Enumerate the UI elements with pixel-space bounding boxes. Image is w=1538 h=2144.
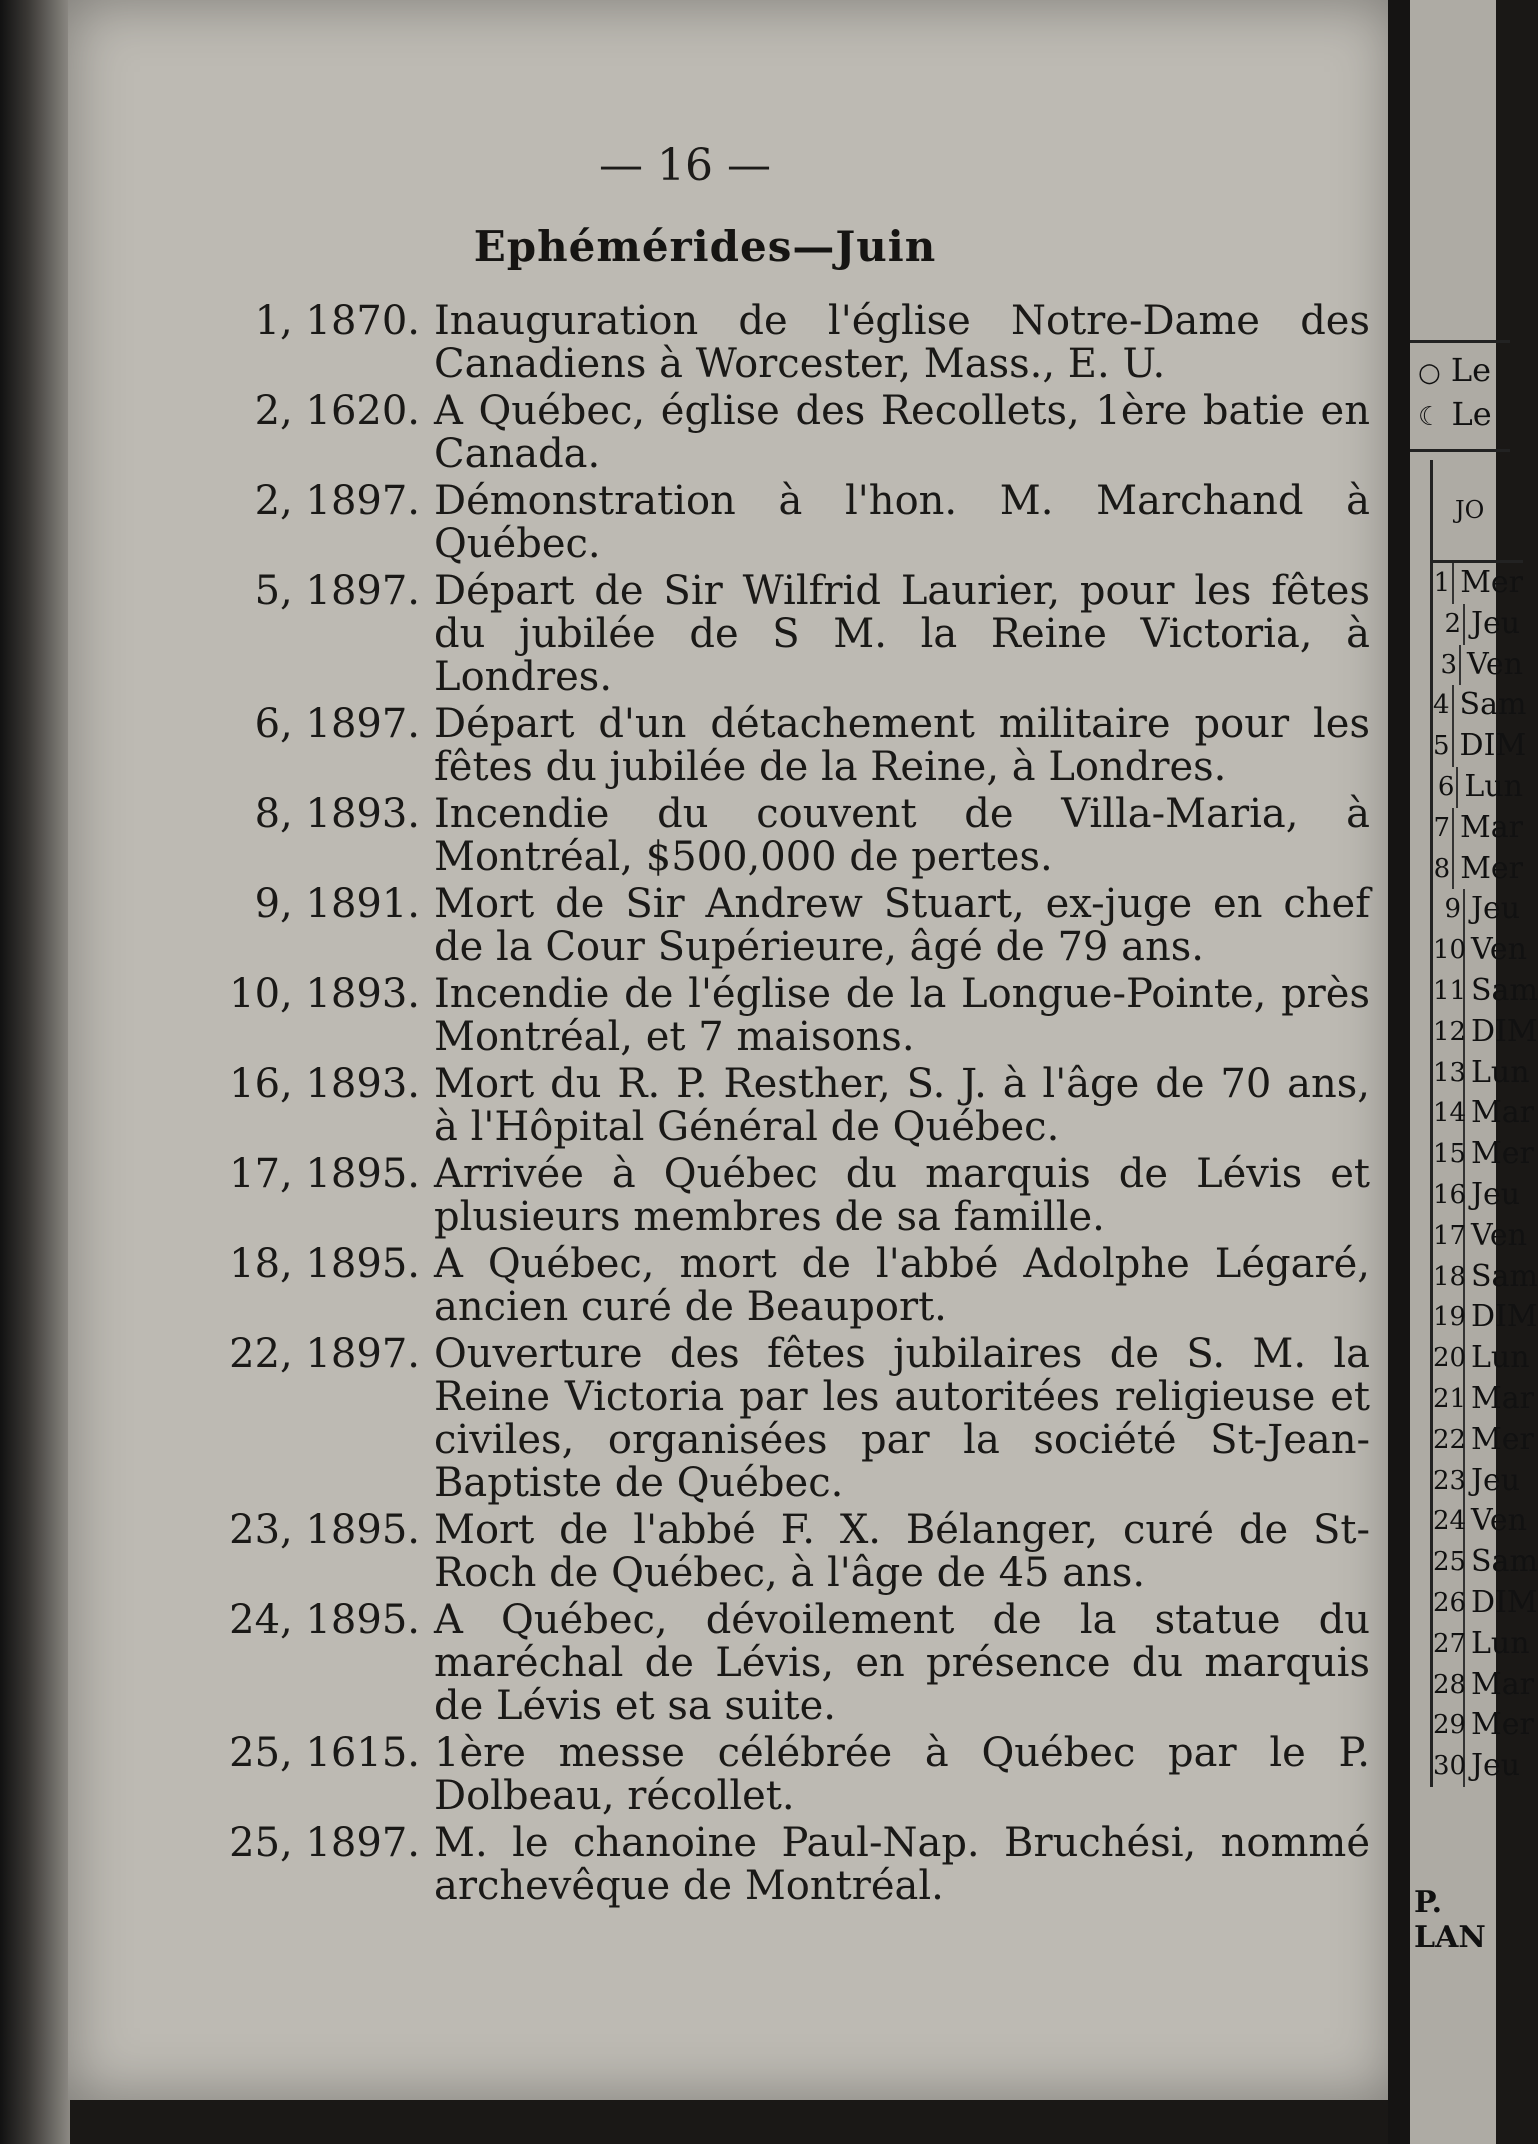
calendar-day-name: Jeu <box>1471 1176 1521 1212</box>
calendar-row <box>1433 1093 1534 1134</box>
calendar-row <box>1433 1297 1538 1338</box>
entry-date: 6, 1897. <box>254 701 420 747</box>
calendar-day-number: 4 <box>1433 685 1454 726</box>
calendar-row <box>1433 930 1527 971</box>
entry-text: Arrivée à Québec du marquis de Lévis et plusieurs membres de sa famille. <box>434 1151 1370 1240</box>
calendar-day-name: Mer <box>1471 1707 1534 1743</box>
calendar-row <box>1433 889 1523 930</box>
calendar-day-name: Ven <box>1471 932 1527 968</box>
calendar-row <box>1433 685 1527 726</box>
calendar-row <box>1433 849 1523 890</box>
calendar-day-number: 13 <box>1433 1053 1465 1094</box>
entry-date: 23, 1895. <box>229 1507 420 1553</box>
calendar-row <box>1433 1746 1523 1787</box>
calendar-day-number: 3 <box>1433 645 1461 686</box>
calendar-row <box>1433 563 1523 604</box>
calendar-row <box>1433 1216 1527 1257</box>
ephemeris-entry <box>170 793 1380 879</box>
ephemeris-entry <box>170 570 1380 699</box>
calendar-day-number: 8 <box>1433 849 1454 890</box>
calendar-row <box>1433 1542 1538 1583</box>
page-gutter <box>1388 0 1410 2144</box>
entry-date: 2, 1897. <box>254 478 420 524</box>
calendar-day-name: Ven <box>1471 1217 1527 1253</box>
calendar-day-number: 28 <box>1433 1665 1465 1706</box>
calendar-day-name: DIM <box>1459 728 1527 764</box>
calendar-row <box>1433 1705 1534 1746</box>
entry-date: 17, 1895. <box>229 1151 420 1197</box>
calendar-day-number: 19 <box>1433 1297 1465 1338</box>
calendar-row <box>1433 1461 1523 1502</box>
ephemeris-entry <box>170 390 1380 476</box>
entry-date: 9, 1891. <box>254 881 420 927</box>
entry-text: Départ de Sir Wilfrid Laurier, pour les fêtes du jubilée de S M. la Reine Victoria, à Londres. <box>434 568 1370 700</box>
entry-date: 8, 1893. <box>254 791 420 837</box>
calendar-day-number: 24 <box>1433 1501 1465 1542</box>
entry-text: Incendie du couvent de Villa-Maria, à Montréal, $500,000 de pertes. <box>434 791 1370 880</box>
entry-date: 2, 1620. <box>254 388 420 434</box>
calendar-day-name: Jeu <box>1471 605 1521 641</box>
calendar-day-name: Lun <box>1471 1054 1530 1090</box>
calendar-day-name: Ven <box>1467 646 1523 682</box>
calendar-day-number: 30 <box>1433 1746 1465 1787</box>
calendar-day-number: 20 <box>1433 1338 1465 1379</box>
calendar-day-number: 26 <box>1433 1583 1465 1624</box>
calendar-row <box>1433 1420 1534 1461</box>
entry-text: Mort de Sir Andrew Stuart, ex-juge en chef de la Cour Supérieure, âgé de 79 ans. <box>434 881 1370 970</box>
entry-date: 1, 1870. <box>254 298 420 344</box>
ephemeris-entry <box>170 1822 1380 1908</box>
ephemeris-entry <box>170 1509 1380 1595</box>
entry-text: Incendie de l'église de la Longue-Pointe, près Montréal, et 7 maisons. <box>434 971 1370 1060</box>
calendar-row <box>1433 1257 1538 1298</box>
entry-text: Démonstration à l'hon. M. Marchand à Québec. <box>434 478 1370 567</box>
calendar-row <box>1433 767 1523 808</box>
calendar-day-number: 11 <box>1433 971 1465 1012</box>
ephemerides-list <box>170 300 1380 1912</box>
calendar-day-name: Mer <box>1471 1136 1534 1172</box>
entry-text: Mort du R. P. Resther, S. J. à l'âge de 70 ans, à l'Hôpital Général de Québec. <box>434 1061 1370 1150</box>
calendar-day-name: Mar <box>1471 1095 1534 1131</box>
entry-text: A Québec, église des Recollets, 1ère batie en Canada. <box>434 388 1370 477</box>
page-title: Ephémérides—Juin <box>473 222 937 271</box>
entry-text: Mort de l'abbé F. X. Bélanger, curé de St-Roch de Québec, à l'âge de 45 ans. <box>434 1507 1370 1596</box>
calendar-row <box>1433 1379 1534 1420</box>
calendar-day-number: 2 <box>1433 604 1465 645</box>
calendar-row <box>1433 1624 1530 1665</box>
calendar-rows <box>1433 563 1538 1787</box>
calendar-day-number: 1 <box>1433 563 1454 604</box>
calendar-row <box>1433 1012 1538 1053</box>
calendar-day-number: 5 <box>1433 726 1454 767</box>
entry-text: A Québec, mort de l'abbé Adolphe Légaré, ancien curé de Beauport. <box>434 1241 1370 1330</box>
moon-phase-line: ○ Le <box>1418 351 1492 389</box>
calendar-day-name: DIM <box>1471 1013 1538 1049</box>
entry-text: Départ d'un détachement militaire pour les fêtes du jubilée de la Reine, à Londres. <box>434 701 1370 790</box>
calendar-row <box>1433 1583 1538 1624</box>
ephemeris-entry <box>170 300 1380 386</box>
entry-text: Ouverture des fêtes jubilaires de S. M. la Reine Victoria par les autoritées religieuse et civiles, organisées par la société St-Jean-Baptiste de Québec. <box>434 1331 1370 1506</box>
calendar-day-name: Sam <box>1459 687 1527 723</box>
entry-text: 1ère messe célébrée à Québec par le P. Dolbeau, récollet. <box>434 1730 1370 1819</box>
calendar-day-number: 9 <box>1433 889 1465 930</box>
page-number: — 16 — <box>599 140 771 191</box>
moon-phase-box <box>1410 340 1510 452</box>
calendar-day-name: Sam <box>1471 1258 1538 1294</box>
calendar-row <box>1433 604 1523 645</box>
crescent-moon-icon: ☾ <box>1418 402 1442 432</box>
calendar-day-name: Ven <box>1471 1503 1527 1539</box>
ephemeris-entry <box>170 883 1380 969</box>
moon-phase-line: ☾ Le <box>1418 395 1492 433</box>
ephemeris-entry <box>170 1333 1380 1505</box>
calendar-day-name: Lun <box>1464 768 1523 804</box>
calendar-day-number: 27 <box>1433 1624 1465 1665</box>
calendar-day-number: 25 <box>1433 1542 1465 1583</box>
next-page-fragment <box>1410 0 1538 2144</box>
calendar-day-name: Mer <box>1460 850 1523 886</box>
entry-date: 25, 1615. <box>229 1730 420 1776</box>
calendar-day-name: Sam <box>1471 1544 1538 1580</box>
calendar-day-number: 10 <box>1433 930 1465 971</box>
calendar-day-number: 16 <box>1433 1175 1465 1216</box>
calendar-day-name: DIM <box>1471 1584 1538 1620</box>
calendar-day-number: 21 <box>1433 1379 1465 1420</box>
calendar-day-number: 12 <box>1433 1012 1465 1053</box>
calendar-day-name: Mar <box>1471 1380 1534 1416</box>
calendar-day-number: 6 <box>1433 767 1458 808</box>
ephemeris-entry <box>170 1599 1380 1728</box>
ephemeris-entry <box>170 703 1380 789</box>
ephemeris-entry <box>170 1732 1380 1818</box>
book-binding <box>0 0 70 2144</box>
calendar-row <box>1433 1501 1527 1542</box>
calendar-day-name: Sam <box>1471 972 1538 1008</box>
calendar-day-name: Jeu <box>1471 891 1521 927</box>
entry-date: 22, 1897. <box>229 1331 420 1377</box>
calendar-row <box>1433 1665 1534 1706</box>
calendar-row <box>1433 645 1523 686</box>
footer-fragment: P. LAN <box>1414 1885 1486 1955</box>
ephemeris-entry <box>170 1153 1380 1239</box>
entry-date: 18, 1895. <box>229 1241 420 1287</box>
calendar-day-name: Mar <box>1460 809 1523 845</box>
calendar-day-name: Jeu <box>1471 1748 1521 1784</box>
calendar-row <box>1433 726 1527 767</box>
entry-text: A Québec, dévoilement de la statue du maréchal de Lévis, en présence du marquis de Lévis et sa suite. <box>434 1597 1370 1729</box>
entry-date: 10, 1893. <box>229 971 420 1017</box>
calendar-day-number: 14 <box>1433 1093 1465 1134</box>
calendar-day-name: Mer <box>1460 565 1523 600</box>
ephemeris-entry <box>170 480 1380 566</box>
calendar-row <box>1433 1053 1530 1094</box>
calendar-day-number: 17 <box>1433 1216 1465 1257</box>
calendar-row <box>1433 1338 1530 1379</box>
calendar-day-number: 23 <box>1433 1461 1465 1502</box>
full-moon-icon: ○ <box>1418 358 1441 388</box>
calendar-row <box>1433 808 1523 849</box>
calendar-day-name: Lun <box>1471 1340 1530 1376</box>
entry-date: 25, 1897. <box>229 1820 420 1866</box>
calendar-day-name: Lun <box>1471 1625 1530 1661</box>
calendar-day-number: 7 <box>1433 808 1454 849</box>
calendar-day-name: DIM <box>1471 1299 1538 1335</box>
calendar-table <box>1430 460 1538 1787</box>
calendar-day-name: Jeu <box>1471 1462 1521 1498</box>
calendar-day-number: 15 <box>1433 1134 1465 1175</box>
ephemeris-entry <box>170 973 1380 1059</box>
calendar-row <box>1433 1175 1523 1216</box>
calendar-row <box>1433 1134 1534 1175</box>
calendar-day-name: Mer <box>1471 1421 1534 1457</box>
entry-text: M. le chanoine Paul-Nap. Bruchési, nommé archevêque de Montréal. <box>434 1820 1370 1909</box>
calendar-header: JO <box>1433 460 1523 563</box>
entry-date: 16, 1893. <box>229 1061 420 1107</box>
calendar-row <box>1433 971 1538 1012</box>
entry-date: 24, 1895. <box>229 1597 420 1643</box>
calendar-day-number: 22 <box>1433 1420 1465 1461</box>
calendar-day-number: 18 <box>1433 1257 1465 1298</box>
ephemeris-entry <box>170 1063 1380 1149</box>
calendar-day-name: Mar <box>1471 1666 1534 1702</box>
entry-text: Inauguration de l'église Notre-Dame des Canadiens à Worcester, Mass., E. U. <box>434 298 1370 387</box>
calendar-day-number: 29 <box>1433 1705 1465 1746</box>
ephemeris-entry <box>170 1243 1380 1329</box>
entry-date: 5, 1897. <box>254 568 420 614</box>
